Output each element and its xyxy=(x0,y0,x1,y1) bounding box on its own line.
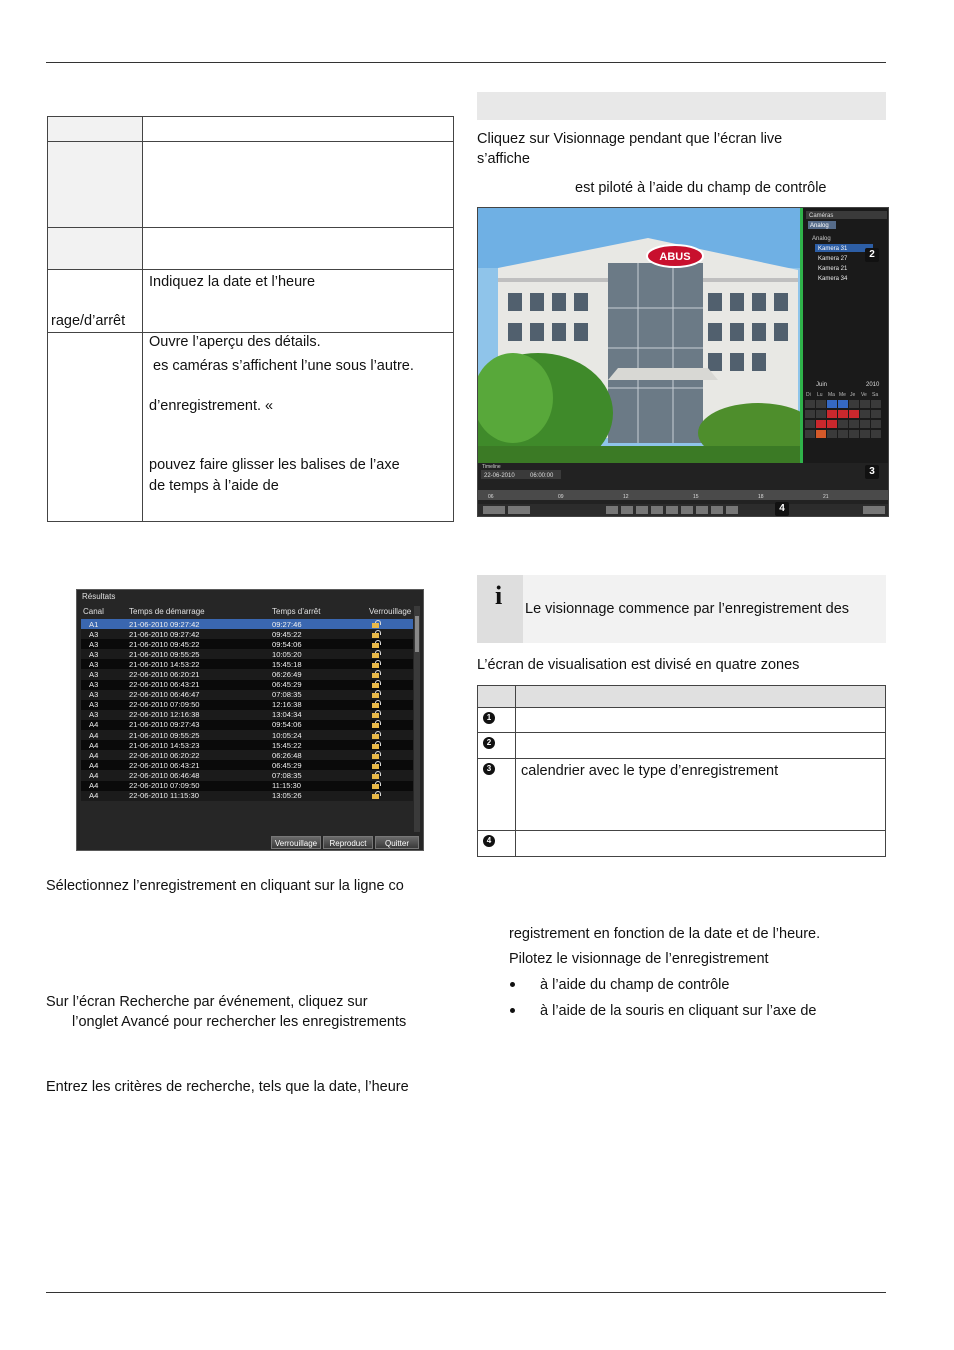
calendar-year: 2010 xyxy=(866,382,880,388)
table-row[interactable] xyxy=(81,750,413,760)
table-cell: 10:05:20 xyxy=(272,649,302,659)
table-cell: 22-06-2010 06:46:48 xyxy=(129,770,200,780)
paragraph: l’onglet Avancé pour rechercher les enregistrements xyxy=(72,1014,407,1030)
column-header[interactable]: Temps d’arrêt xyxy=(272,607,321,616)
lock-icon[interactable] xyxy=(372,660,381,668)
lock-icon[interactable] xyxy=(372,690,381,698)
table-cell: 09:54:06 xyxy=(272,720,302,730)
table-cell: A3 xyxy=(89,639,99,649)
lock-icon[interactable] xyxy=(372,791,381,799)
table-cell: 13:04:34 xyxy=(272,710,302,720)
weekday-label: Ve xyxy=(861,392,867,398)
timeline-tick: 15 xyxy=(693,494,699,500)
results-list xyxy=(81,619,413,801)
timeline-label: Timeline xyxy=(482,464,501,470)
table-row-text: pouvez faire glisser les balises de l’axe xyxy=(149,457,400,473)
column-header[interactable]: Temps de démarrage xyxy=(129,607,205,616)
weekday-label: Je xyxy=(850,392,856,398)
lock-icon[interactable] xyxy=(372,630,381,638)
table-row[interactable] xyxy=(81,710,413,720)
lock-icon[interactable] xyxy=(372,751,381,759)
table-cell: A4 xyxy=(89,720,99,730)
table-row[interactable] xyxy=(81,791,413,801)
paragraph: est piloté à l’aide du champ de contrôle xyxy=(575,180,827,196)
camera-item: Kamera 27 xyxy=(818,256,848,262)
table-cell: 06:26:49 xyxy=(272,669,302,679)
zones-table xyxy=(477,685,886,857)
table-cell: 22-06-2010 06:20:21 xyxy=(129,669,200,679)
timeline-date: 22-06-2010 xyxy=(484,473,515,479)
table-cell: 11:15:30 xyxy=(272,781,301,790)
table-row[interactable] xyxy=(81,740,413,750)
table-value-cell xyxy=(143,228,454,270)
playback-image xyxy=(478,208,889,517)
zone-number: 4 xyxy=(483,835,495,847)
table-cell: 06:45:29 xyxy=(272,680,302,690)
table-cell: A3 xyxy=(89,690,99,700)
lock-icon[interactable] xyxy=(372,761,381,769)
paragraph: Cliquez sur Visionnage pendant que l’écran live xyxy=(477,131,783,147)
bullet-item: à l’aide du champ de contrôle xyxy=(540,977,730,993)
lock-icon[interactable] xyxy=(372,640,381,648)
table-cell: 07:08:35 xyxy=(272,690,302,700)
table-cell: 21-06-2010 14:53:23 xyxy=(129,740,200,750)
bullet-icon xyxy=(510,1008,515,1013)
table-cell: 21-06-2010 09:27:43 xyxy=(129,720,200,730)
camera-tree-root: Analog xyxy=(812,236,831,242)
calendar-month: Juin xyxy=(816,382,828,388)
zone-number: 1 xyxy=(483,712,495,724)
timeline-tick: 21 xyxy=(823,494,829,500)
info-icon: i xyxy=(477,575,523,643)
table-cell: A3 xyxy=(89,669,99,679)
table-cell: 12:16:38 xyxy=(272,700,302,710)
zone-description: calendrier avec le type d’enregistrement xyxy=(521,763,779,779)
note-text: Le visionnage commence par l’enregistrement des xyxy=(525,601,850,617)
table-cell: 06:45:29 xyxy=(272,760,302,770)
table-row[interactable] xyxy=(81,730,413,740)
table-cell: A4 xyxy=(89,791,99,801)
table-cell: A3 xyxy=(89,659,99,669)
callout-2: 2 xyxy=(865,248,879,262)
camera-item: Kamera 31 xyxy=(818,246,848,252)
table-row[interactable] xyxy=(81,639,413,649)
lock-icon[interactable] xyxy=(372,781,381,789)
lock-icon[interactable] xyxy=(372,620,381,628)
results-header xyxy=(81,606,413,618)
table-row[interactable] xyxy=(81,669,413,679)
paragraph: s’affiche xyxy=(477,151,530,167)
paragraph: registrement en fonction de la date et de l’heure. xyxy=(509,926,821,942)
quit-button[interactable]: Quitter xyxy=(375,836,419,849)
camera-panel-title: Caméras xyxy=(809,213,834,219)
table-cell: 22-06-2010 06:43:21 xyxy=(129,680,200,690)
timeline-time: 06:00:00 xyxy=(530,473,554,479)
table-row-value: Indiquez la date et l’heure xyxy=(149,274,316,290)
lock-icon[interactable] xyxy=(372,710,381,718)
camera-item: Kamera 34 xyxy=(818,276,848,282)
callout-3: 3 xyxy=(865,465,879,479)
table-key-cell xyxy=(48,228,143,270)
table-cell: 22-06-2010 07:09:50 xyxy=(129,700,200,710)
table-cell: A3 xyxy=(89,649,99,659)
lock-icon[interactable] xyxy=(372,680,381,688)
bullet-icon xyxy=(510,982,515,987)
table-row[interactable] xyxy=(81,781,413,791)
results-dialog xyxy=(76,589,424,851)
bullet-item: à l’aide de la souris en cliquant sur l’axe de xyxy=(540,1003,817,1019)
timeline-tick: 09 xyxy=(558,494,564,500)
table-cell: 09:54:06 xyxy=(272,639,302,649)
table-cell: 22-06-2010 06:20:22 xyxy=(129,750,200,760)
timeline-tick: 18 xyxy=(758,494,764,500)
table-cell: 21-06-2010 09:55:25 xyxy=(129,649,200,659)
table-row[interactable] xyxy=(81,629,413,639)
callout-4: 4 xyxy=(775,502,789,516)
table-cell: A4 xyxy=(89,750,99,760)
table-cell: 21-06-2010 09:45:22 xyxy=(129,639,200,649)
weekday-label: Lu xyxy=(817,392,823,398)
table-cell: 15:45:22 xyxy=(272,740,302,750)
paragraph: L’écran de visualisation est divisé en quatre zones xyxy=(477,657,800,673)
column-header[interactable]: Verrouillage xyxy=(369,607,412,616)
dialog-title: Résultats xyxy=(82,592,116,601)
table-cell: 22-06-2010 06:46:47 xyxy=(129,690,200,700)
lock-icon[interactable] xyxy=(372,720,381,728)
table-cell: 09:45:22 xyxy=(272,629,302,639)
lock-button[interactable]: Verrouillage xyxy=(271,836,321,849)
camera-item: Kamera 21 xyxy=(818,266,848,272)
table-cell: 21-06-2010 09:27:42 xyxy=(129,619,200,629)
table-cell: A4 xyxy=(89,770,99,780)
table-row[interactable] xyxy=(81,720,413,730)
table-cell: A3 xyxy=(89,700,99,710)
column-header[interactable]: Canal xyxy=(83,607,104,616)
paragraph: Sélectionnez l’enregistrement en cliquant sur la ligne co xyxy=(46,878,404,894)
section-heading-bar xyxy=(477,92,886,120)
table-row-text: Ouvre l’aperçu des détails. xyxy=(149,334,321,350)
lock-icon[interactable] xyxy=(372,670,381,678)
table-row[interactable] xyxy=(81,619,413,629)
table-cell: 22-06-2010 12:16:38 xyxy=(129,710,200,720)
table-row-text: es caméras s’affichent l’une sous l’autre. xyxy=(153,358,414,374)
table-cell: 15:45:18 xyxy=(272,659,302,669)
paragraph: Pilotez le visionnage de l’enregistrement xyxy=(509,951,769,967)
table-value-cell xyxy=(143,117,454,142)
table-row[interactable] xyxy=(81,690,413,700)
table-cell: 21-06-2010 09:27:42 xyxy=(129,629,200,639)
play-button[interactable]: Reproduct xyxy=(323,836,373,849)
header-rule xyxy=(46,62,886,63)
definition-table xyxy=(47,116,454,522)
table-cell: 22-06-2010 11:15:30 xyxy=(129,791,199,801)
table-cell: 21-06-2010 09:55:25 xyxy=(129,730,200,740)
table-cell: 10:05:24 xyxy=(272,730,302,740)
table-row-text: d’enregistrement. « xyxy=(149,398,274,414)
footer-rule xyxy=(46,1292,886,1293)
table-row[interactable] xyxy=(81,770,413,780)
table-cell: 06:26:48 xyxy=(272,750,302,760)
table-cell: A3 xyxy=(89,680,99,690)
table-cell: A4 xyxy=(89,740,99,750)
timeline-tick: 06 xyxy=(488,494,494,500)
lock-icon[interactable] xyxy=(372,700,381,708)
weekday-label: Ma xyxy=(828,392,835,398)
table-cell: 21-06-2010 14:53:22 xyxy=(129,659,200,669)
lock-icon[interactable] xyxy=(372,741,381,749)
table-cell: 09:27:46 xyxy=(272,619,302,629)
table-cell: 22-06-2010 06:43:21 xyxy=(129,760,200,770)
table-cell: A3 xyxy=(89,629,99,639)
weekday-label: Me xyxy=(839,392,846,398)
table-row[interactable] xyxy=(81,700,413,710)
zone-number: 3 xyxy=(483,763,495,775)
scrollbar-thumb[interactable] xyxy=(415,616,419,652)
table-cell: 22-06-2010 07:09:50 xyxy=(129,781,200,790)
table-key-cell xyxy=(48,117,143,142)
table-cell: A4 xyxy=(89,760,99,770)
weekday-label: Di xyxy=(806,392,811,398)
camera-panel-tab: Analog xyxy=(810,223,829,229)
playback-screenshot xyxy=(477,207,889,517)
table-cell: 13:05:26 xyxy=(272,791,302,801)
timeline-tick: 12 xyxy=(623,494,629,500)
lock-icon[interactable] xyxy=(372,650,381,658)
lock-icon[interactable] xyxy=(372,771,381,779)
table-row-text: de temps à l’aide de xyxy=(149,478,279,494)
table-cell: A3 xyxy=(89,710,99,720)
table-value-cell xyxy=(143,142,454,228)
table-row[interactable] xyxy=(81,649,413,659)
zone-number: 2 xyxy=(483,737,495,749)
table-cell: A1 xyxy=(89,619,99,629)
lock-icon[interactable] xyxy=(372,731,381,739)
table-row[interactable] xyxy=(81,760,413,770)
paragraph: Sur l’écran Recherche par événement, cliquez sur xyxy=(46,994,368,1010)
paragraph: Entrez les critères de recherche, tels que la date, l’heure xyxy=(46,1079,409,1095)
table-row[interactable] xyxy=(81,659,413,669)
weekday-label: Sa xyxy=(872,392,879,398)
table-cell: A4 xyxy=(89,781,99,790)
brand-logo: ABUS xyxy=(659,251,691,263)
table-cell: A4 xyxy=(89,730,99,740)
table-row[interactable] xyxy=(81,680,413,690)
table-key-cell xyxy=(48,142,143,228)
table-row-label: rage/d’arrêt xyxy=(51,313,126,329)
table-cell: 07:08:35 xyxy=(272,770,302,780)
